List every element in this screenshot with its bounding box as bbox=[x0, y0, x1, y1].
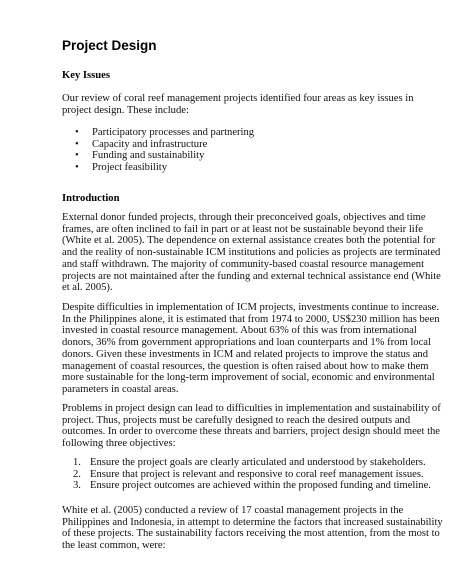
objectives-list bbox=[62, 457, 431, 492]
list-item bbox=[62, 139, 408, 151]
paragraph-line: In the Philippines alone, it is estimated that from 1974 to 2000, US$230 million has been bbox=[62, 313, 440, 325]
list-item bbox=[62, 457, 426, 469]
bullet-icon: • bbox=[75, 138, 79, 150]
paragraph-line: White et al. (2005) conducted a review of 17 coastal management projects in the bbox=[62, 505, 404, 516]
bullet-icon: • bbox=[75, 127, 79, 138]
page-title: Project Design bbox=[62, 38, 157, 53]
list-item-text: Capacity and infrastructure bbox=[92, 138, 208, 150]
paragraph-line: of these projects. The sustainability factors receiving the most attention, from the most to bbox=[62, 528, 440, 540]
paragraph-line: donors. Given these investments in ICM and related projects to improve the status and bbox=[62, 348, 428, 360]
paragraph-line: Our review of coral reef management projects identified four areas as key issues in bbox=[62, 93, 414, 104]
introduction-paragraph-3 bbox=[62, 403, 441, 450]
key-issues-intro-paragraph bbox=[62, 93, 414, 116]
key-issues-bullet-list bbox=[62, 127, 408, 174]
paragraph-line: External donor funded projects, through their preconceived goals, objectives and time bbox=[62, 212, 426, 223]
paragraph-line: Philippines and Indonesia, in attempt to determine the factors that increased sustainability bbox=[62, 516, 443, 528]
paragraph-line: and the reality of non-sustainable ICM institutions and policies as projects are terminated bbox=[62, 247, 441, 259]
paragraph-line: the least common, were: bbox=[62, 540, 166, 552]
list-item-text: Ensure the project goals are clearly articulated and understood by stakeholders. bbox=[90, 457, 426, 468]
paragraph-line: following three objectives: bbox=[62, 438, 176, 450]
paragraph-line: project. Thus, projects must be carefully designed to reach the desired outputs and bbox=[62, 414, 411, 426]
paragraph-line: et al. 2005). bbox=[62, 282, 113, 294]
paragraph-line: invested in coastal resource management. About 63% of this was from international bbox=[62, 325, 417, 337]
list-item bbox=[62, 127, 408, 139]
paragraph-line: projects are not maintained after the funding and external technical assistance end (White bbox=[62, 270, 441, 282]
paragraph-line: management of coastal resources, the question is often raised about how to make them bbox=[62, 360, 429, 372]
list-number: 2. bbox=[73, 468, 81, 480]
paragraph-line: and staff withdrawn. The majority of community-based coastal resource management bbox=[62, 258, 425, 270]
list-item bbox=[62, 162, 408, 174]
paragraph-line: donors, 36% from government appropriations and loan counterparts and 1% from local bbox=[62, 337, 431, 349]
paragraph-line: (White et al. 2005). The dependence on external assistance creates both the potential for bbox=[62, 235, 436, 247]
introduction-paragraph-2 bbox=[62, 302, 440, 396]
paragraph-line: frames, are often inclined to fail in part or at least not be sustainable beyond their life bbox=[62, 223, 423, 235]
list-number: 3. bbox=[73, 480, 81, 492]
paragraph-line: Problems in project design can lead to difficulties in implementation and sustainability of bbox=[62, 403, 441, 414]
list-item bbox=[62, 150, 408, 162]
key-issues-heading: Key Issues bbox=[62, 70, 110, 81]
list-item-text: Ensure that project is relevant and responsive to coral reef management issues. bbox=[90, 468, 424, 480]
bullet-icon: • bbox=[75, 162, 79, 174]
paragraph-line: more sustainable for the long-term improvement of social, economic and environmental bbox=[62, 372, 435, 384]
introduction-heading: Introduction bbox=[62, 193, 120, 204]
introduction-paragraph-1 bbox=[62, 212, 441, 294]
list-item-text: Participatory processes and partnering bbox=[92, 127, 255, 138]
list-item-text: Funding and sustainability bbox=[92, 150, 205, 162]
list-item-text: Project feasibility bbox=[92, 162, 168, 174]
list-item-text: Ensure project outcomes are achieved within the proposed funding and timeline. bbox=[90, 480, 431, 492]
paragraph-line: project design. These include: bbox=[62, 104, 189, 116]
paragraph-line: parameters in coastal areas. bbox=[62, 383, 179, 395]
list-item bbox=[62, 480, 431, 492]
list-item bbox=[62, 468, 424, 481]
paragraph-line: outcomes. In order to overcome these threats and barriers, project design should meet the bbox=[62, 426, 441, 438]
bullet-icon: • bbox=[75, 150, 79, 162]
list-number: 1. bbox=[73, 457, 81, 468]
introduction-paragraph-4 bbox=[62, 505, 443, 552]
paragraph-line: Despite difficulties in implementation of ICM projects, investments continue to increase. bbox=[62, 302, 439, 313]
